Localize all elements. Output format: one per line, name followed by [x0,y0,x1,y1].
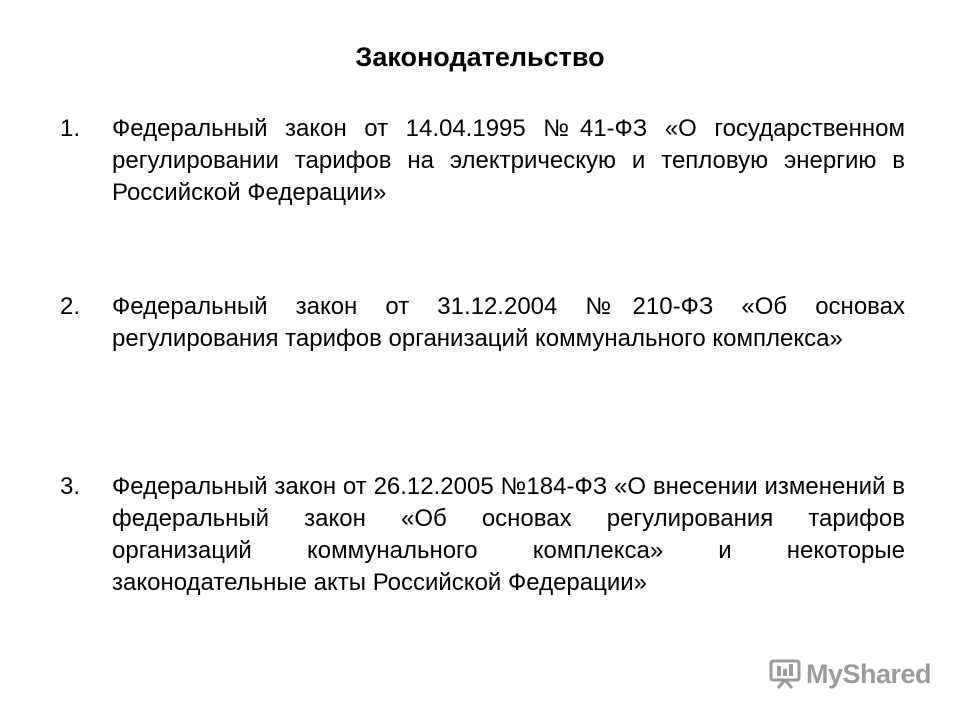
list-item-number: 3. [60,473,81,500]
presentation-board-icon [768,658,802,690]
page-title: Законодательство [355,42,605,72]
list-item [60,471,905,599]
list-item-text: Федеральный закон от 31.12.2004 №210-ФЗ «Об основах регулирования тарифов организаций коммунального комплекса» [112,293,905,352]
watermark-text: MyShared [806,659,932,689]
list-item [60,291,905,355]
list-item-number: 1. [60,115,81,142]
list-item-text: Федеральный закон от 14.04.1995 №41-ФЗ «О государственном регулировании тарифов на электрическую и тепловую энергию в Российской Федерации» [112,115,905,206]
watermark [768,656,931,692]
list-item [60,113,905,209]
list-item-number: 2. [60,293,81,320]
list-item-text: Федеральный закон от 26.12.2005 №184-ФЗ «О внесении изменений в федеральный закон «Об основах регулирования тарифов организаций коммунального комплекса» и некоторые законодательные акты Российской Федерации» [112,473,905,596]
